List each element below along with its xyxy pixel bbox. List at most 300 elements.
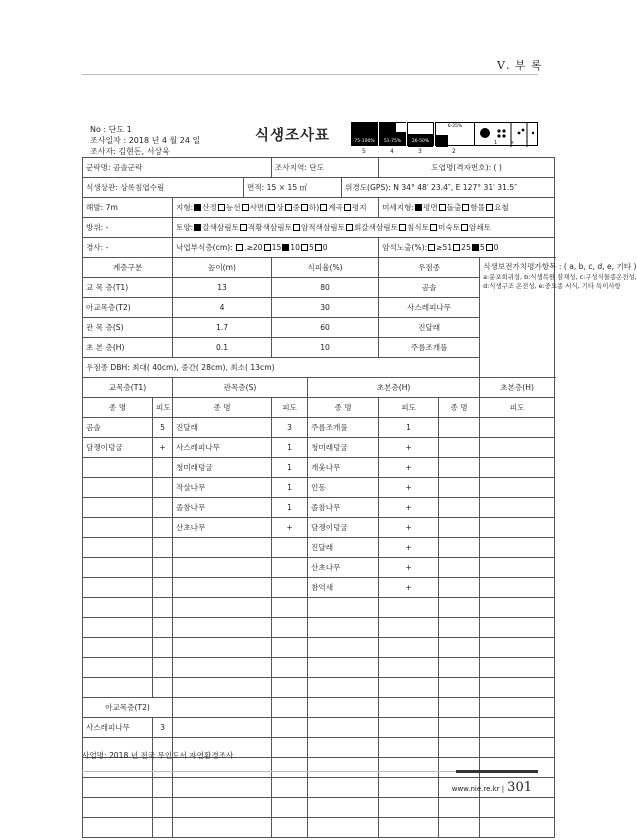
cover-value: [272, 638, 308, 658]
species-name: 사스레피나무: [173, 438, 272, 458]
cover-value: [480, 618, 555, 638]
legend-box-5: [351, 122, 378, 146]
cover-value: +: [153, 438, 173, 458]
species-name: [83, 598, 153, 618]
field-label: 낙엽부식층(cm):: [176, 243, 236, 252]
species-row: [83, 558, 555, 578]
strata-name: 관 목 층(S): [83, 318, 173, 338]
legend-num: 3: [418, 148, 422, 155]
cover-value: [153, 658, 173, 678]
species-row: [83, 598, 555, 618]
empty-cell: [480, 818, 555, 838]
cover-value: [153, 498, 173, 518]
cover-value: [480, 438, 555, 458]
species-name: 진달래: [308, 538, 379, 558]
cover-value: [379, 678, 439, 698]
species-name: [439, 578, 480, 598]
species-name: 곰솔: [83, 418, 153, 438]
layer-header: 초본층(H): [480, 378, 555, 398]
strata-name: 아교목층(T2): [83, 298, 173, 318]
eval-text: d:식생구조 온전성, e:중요종 서식, 기타 특이사항: [483, 282, 621, 290]
species-name: [173, 578, 272, 598]
option-label: 사면(: [249, 203, 268, 212]
legend-num: 2: [452, 148, 456, 155]
legend-box-small: [474, 122, 538, 146]
species-name: [439, 498, 480, 518]
species-row: [83, 718, 555, 738]
option-label: 10: [290, 243, 300, 252]
species-name: [173, 678, 272, 698]
cover-value: [153, 798, 173, 818]
option-label: 0: [322, 243, 328, 252]
cover-value: [480, 538, 555, 558]
field-label: 암석노출(%):: [382, 243, 428, 252]
species-name: 인동: [308, 478, 379, 498]
unchecked-box-icon: [461, 224, 468, 231]
surveyors-line: 조사자: 김현돈, 서상욱: [90, 147, 170, 156]
top-rule: [82, 74, 538, 75]
footer-rule-accent: [456, 770, 538, 773]
species-name: [173, 658, 272, 678]
species-name: [83, 678, 153, 698]
column-header: 종 명: [173, 398, 272, 418]
cover-value: [153, 818, 173, 838]
empty-cell: [308, 818, 379, 838]
eval-text: 식생보전가치평가항목 : ( a, b, c, d, e, 기타 ): [483, 262, 637, 271]
unchecked-box-icon: [268, 204, 275, 211]
cover-value: [480, 498, 555, 518]
cover-value: 1: [272, 438, 308, 458]
legend-caption: 75-100%: [354, 139, 375, 144]
species-row: [83, 818, 555, 838]
species-name: [83, 658, 153, 678]
unchecked-box-icon: [344, 204, 351, 211]
field-label: 토양:: [176, 223, 194, 232]
option-label: 25: [461, 243, 471, 252]
legend-caption: 26-50%: [411, 139, 430, 144]
species-name: [83, 638, 153, 658]
column-header: 종 명: [439, 398, 480, 418]
aspect-cell: 방위: -: [83, 218, 173, 238]
cover-value: 5: [153, 418, 173, 438]
unchecked-box-icon: [285, 204, 292, 211]
strata-header: 계층구분: [83, 258, 173, 278]
community-cell: 군락명: 곰솔군락: [83, 158, 272, 178]
legend-num: 5: [362, 148, 366, 155]
species-name: 청미래덩굴: [308, 438, 379, 458]
cover-value: +: [379, 478, 439, 498]
species-name: [173, 558, 272, 578]
species-name: [439, 558, 480, 578]
area-cell: 면적: 15 × 15 ㎡: [244, 178, 342, 198]
strata-dominant: 곰솔: [379, 278, 480, 298]
species-row: [83, 578, 555, 598]
legend-num: r: [526, 140, 529, 146]
footer-url: www.nie.re.kr |: [451, 785, 505, 793]
species-name: [308, 598, 379, 618]
unchecked-box-icon: [320, 204, 327, 211]
species-name: [173, 598, 272, 618]
cover-value: [272, 618, 308, 638]
species-name: 주름조개풀: [308, 418, 379, 438]
species-row: [83, 498, 555, 518]
t2-header: 아교목층(T2): [83, 698, 173, 718]
field-label: 지형:: [176, 203, 194, 212]
column-header: 피도: [480, 398, 555, 418]
cover-value: [480, 418, 555, 438]
option-label: 함몰: [470, 203, 485, 212]
option-label: 산정: [202, 203, 217, 212]
empty-cell: [173, 818, 272, 838]
cover-value: [480, 478, 555, 498]
species-name: [439, 518, 480, 538]
strata-cover: 80: [272, 278, 379, 298]
cover-value: [272, 538, 308, 558]
cover-value: [153, 458, 173, 478]
no-line: No : 단도 1: [90, 125, 132, 134]
cover-value: 1: [272, 478, 308, 498]
unchecked-box-icon: [315, 244, 322, 251]
species-row: [83, 518, 555, 538]
species-name: [83, 578, 153, 598]
empty-cell: [308, 798, 379, 818]
species-name: [83, 818, 153, 838]
option-label: ≥51: [436, 243, 453, 252]
checked-box-icon: [194, 224, 201, 231]
species-row: [83, 618, 555, 638]
empty-cell: [379, 798, 439, 818]
unchecked-box-icon: [462, 204, 469, 211]
cover-value: 3: [153, 718, 173, 738]
region-cell: 조사지역: 단도: [272, 158, 379, 178]
species-name: 참억새: [308, 578, 379, 598]
strata-name: 초 본 층(H): [83, 338, 173, 358]
cover-value: [153, 638, 173, 658]
litter-cell: [173, 238, 379, 258]
cover-value: [272, 558, 308, 578]
option-label: 상: [276, 203, 284, 212]
cover-value: [480, 638, 555, 658]
unchecked-box-icon: [430, 224, 437, 231]
empty-cell: [272, 698, 308, 718]
legend-caption: 6-25%: [447, 124, 463, 129]
cover-value: +: [379, 458, 439, 478]
unchecked-box-icon: [242, 204, 249, 211]
slope-cell: 경사: -: [83, 238, 173, 258]
microterrain-cell: [379, 198, 555, 218]
project-line: 사업명: 2018 년 전국 무인도서 자연환경조사: [82, 751, 234, 760]
cover-value: +: [379, 498, 439, 518]
species-name: 작살나무: [173, 478, 272, 498]
species-row: [83, 658, 555, 678]
layer-header: 관목층(S): [173, 378, 308, 398]
terrain-cell: [173, 198, 379, 218]
species-name: [83, 498, 153, 518]
option-label: 계곡: [328, 203, 343, 212]
species-name: [308, 638, 379, 658]
legend-box-2: [435, 122, 475, 146]
unchecked-box-icon: [486, 244, 493, 251]
unchecked-box-icon: [264, 244, 271, 251]
cover-value: [153, 558, 173, 578]
cover-value: [480, 518, 555, 538]
option-label: 하): [308, 203, 320, 212]
species-name: [83, 618, 153, 638]
checked-box-icon: [415, 204, 422, 211]
species-name: [439, 598, 480, 618]
species-name: [83, 518, 153, 538]
physiognomy-cell: 식생상관: 상록침엽수림: [83, 178, 244, 198]
checked-box-icon: [194, 204, 201, 211]
cover-value: [379, 618, 439, 638]
strata-cover: 10: [272, 338, 379, 358]
date-line: 조사일자 : 2018 년 4 월 24 일: [90, 136, 201, 145]
species-name: [439, 478, 480, 498]
option-label: 중: [292, 203, 300, 212]
empty-cell: [439, 698, 480, 718]
species-name: 사스레피나무: [83, 718, 153, 738]
cover-value: 1: [272, 498, 308, 518]
cover-value: [480, 578, 555, 598]
unchecked-box-icon: [399, 224, 406, 231]
cover-dots-icon: [475, 123, 539, 147]
option-label: .≥20: [244, 243, 263, 252]
species-name: [83, 798, 153, 818]
cover-value: [480, 558, 555, 578]
option-label: 적황색삼림토: [247, 223, 292, 232]
empty-cell: [308, 778, 379, 798]
species-name: 산초나무: [173, 518, 272, 538]
species-name: 졸참나무: [308, 498, 379, 518]
unchecked-box-icon: [428, 244, 435, 251]
cover-value: [379, 658, 439, 678]
species-name: [439, 678, 480, 698]
column-header: 피도: [379, 398, 439, 418]
species-name: [439, 638, 480, 658]
species-name: [439, 658, 480, 678]
option-label: 돌출: [446, 203, 462, 212]
empty-cell: [480, 698, 555, 718]
unchecked-box-icon: [218, 204, 225, 211]
cover-value: [272, 658, 308, 678]
strata-cover: 30: [272, 298, 379, 318]
legend-num: 4: [390, 148, 394, 155]
species-row: [83, 478, 555, 498]
unchecked-box-icon: [486, 204, 493, 211]
species-name: [83, 778, 153, 798]
empty-cell: [173, 698, 272, 718]
species-name: [83, 478, 153, 498]
cover-value: [153, 598, 173, 618]
species-name: 졸참나무: [173, 498, 272, 518]
option-label: 0: [493, 243, 499, 252]
species-name: 담쟁이덩굴: [83, 438, 153, 458]
empty-cell: [480, 798, 555, 818]
empty-cell: [379, 698, 439, 718]
species-name: [173, 638, 272, 658]
eval-cell: [480, 258, 637, 378]
empty-cell: [439, 718, 480, 738]
unchecked-box-icon: [301, 204, 308, 211]
species-name: 개옻나무: [308, 458, 379, 478]
cover-value: 1: [272, 458, 308, 478]
strata-dominant: 사스레피나무: [379, 298, 480, 318]
empty-cell: [379, 818, 439, 838]
cover-value: +: [379, 558, 439, 578]
page-footer: [452, 780, 532, 795]
option-label: 갈색삼림토: [202, 223, 239, 232]
option-label: 5: [308, 243, 314, 252]
species-name: [83, 458, 153, 478]
cover-value: [272, 598, 308, 618]
cover-value: [480, 458, 555, 478]
gps-cell: 위경도(GPS): N 34° 48′ 23.4″, E 127° 31′ 31.5″: [342, 178, 555, 198]
empty-cell: [308, 698, 379, 718]
empty-cell: [272, 798, 308, 818]
species-row: [83, 638, 555, 658]
cover-value: [153, 578, 173, 598]
empty-cell: [272, 718, 308, 738]
legend-caption: 51-75%: [383, 139, 402, 144]
page-title: 식생조사표: [255, 128, 331, 144]
cover-value: [153, 518, 173, 538]
species-name: [83, 558, 153, 578]
cover-value: [153, 618, 173, 638]
section-title: Ⅴ. 부 록: [497, 59, 543, 72]
option-label: 미숙토: [437, 223, 460, 232]
species-name: [308, 618, 379, 638]
layer-header: 초본층(H): [308, 378, 480, 398]
species-name: [439, 418, 480, 438]
unchecked-box-icon: [346, 224, 353, 231]
unchecked-box-icon: [236, 244, 243, 251]
dbh-cell: 우점종 DBH: 최대( 40cm), 중간( 28cm), 최소( 13cm): [83, 358, 480, 378]
cover-value: +: [272, 518, 308, 538]
option-label: 암쇄토: [469, 223, 492, 232]
cover-value: [379, 638, 439, 658]
column-header: 종 명: [83, 398, 153, 418]
strata-dominant: 주름조개풀: [379, 338, 480, 358]
header-info: [90, 124, 200, 157]
species-name: 산초나무: [308, 558, 379, 578]
cover-value: [272, 578, 308, 598]
column-header: 피도: [272, 398, 308, 418]
legend-box-4: [379, 122, 406, 146]
unchecked-box-icon: [453, 244, 460, 251]
species-row: [83, 458, 555, 478]
strata-header: 식피율(%): [272, 258, 379, 278]
species-name: [308, 678, 379, 698]
cover-value: 3: [272, 418, 308, 438]
option-label: 침식토: [406, 223, 429, 232]
empty-cell: [379, 718, 439, 738]
option-label: 5: [479, 243, 485, 252]
option-label: 회갈색삼림토: [353, 223, 398, 232]
empty-cell: [439, 798, 480, 818]
cover-value: [153, 538, 173, 558]
unchecked-box-icon: [293, 224, 300, 231]
checked-box-icon: [282, 244, 289, 251]
page-number: 301: [507, 780, 532, 795]
species-name: 진달래: [173, 418, 272, 438]
species-name: 청미래덩굴: [173, 458, 272, 478]
field-label: 미세지형:: [382, 203, 414, 212]
cover-value: [480, 658, 555, 678]
species-row: [83, 678, 555, 698]
survey-table: [82, 157, 637, 838]
cover-value: [153, 678, 173, 698]
eval-text: a:분포희귀성, b:식생복원 잠재성, c:구성식물종온전성,: [483, 273, 637, 281]
cover-value: [379, 598, 439, 618]
cover-value: +: [379, 518, 439, 538]
empty-cell: [272, 818, 308, 838]
species-name: [83, 538, 153, 558]
strata-name: 교 목 층(T1): [83, 278, 173, 298]
altitude-cell: 해발: 7m: [83, 198, 173, 218]
species-name: [439, 618, 480, 638]
cover-value: [480, 678, 555, 698]
species-name: [439, 458, 480, 478]
option-label: 15: [271, 243, 282, 252]
map-cell: 도엽명(격자번호): ( ): [379, 158, 555, 178]
empty-cell: [173, 798, 272, 818]
option-label: 평면: [422, 203, 438, 212]
cover-value: +: [379, 438, 439, 458]
soil-cell: [173, 218, 555, 238]
species-name: [439, 538, 480, 558]
empty-cell: [439, 818, 480, 838]
column-header: 종 명: [308, 398, 379, 418]
unchecked-box-icon: [439, 204, 446, 211]
strata-height: 1.7: [173, 318, 272, 338]
species-name: [439, 438, 480, 458]
species-row: [83, 418, 555, 438]
strata-height: 0.1: [173, 338, 272, 358]
rock-cell: [379, 238, 555, 258]
option-label: 요철: [494, 203, 509, 212]
legend-num: +: [510, 140, 515, 146]
cover-value: [153, 478, 173, 498]
strata-header: 높이(m): [173, 258, 272, 278]
unchecked-box-icon: [301, 244, 308, 251]
species-row: [83, 538, 555, 558]
empty-cell: [480, 718, 555, 738]
strata-cover: 60: [272, 318, 379, 338]
strata-height: 4: [173, 298, 272, 318]
option-label: 능선: [225, 203, 241, 212]
empty-cell: [173, 718, 272, 738]
species-row: [83, 798, 555, 818]
option-label: 평지: [351, 203, 367, 212]
empty-cell: [308, 718, 379, 738]
cover-value: [153, 778, 173, 798]
species-name: [173, 538, 272, 558]
strata-header: 우점종: [379, 258, 480, 278]
empty-cell: [379, 778, 439, 798]
strata-dominant: 진달래: [379, 318, 480, 338]
checked-box-icon: [472, 244, 479, 251]
empty-cell: [173, 778, 272, 798]
species-name: 담쟁이덩굴: [308, 518, 379, 538]
species-name: [308, 658, 379, 678]
layer-header: 교목층(T1): [83, 378, 173, 398]
species-name: [173, 618, 272, 638]
legend-box-3: [407, 122, 434, 146]
species-row: [83, 438, 555, 458]
option-label: 암적색삼림토: [300, 223, 345, 232]
cover-value: [272, 678, 308, 698]
unchecked-box-icon: [240, 224, 247, 231]
